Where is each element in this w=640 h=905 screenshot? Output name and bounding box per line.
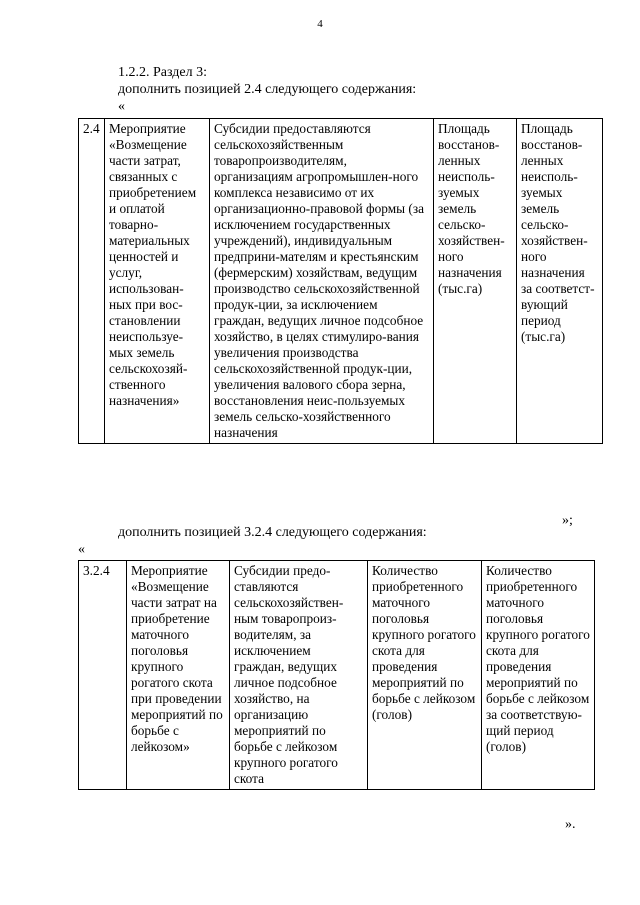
instruction-position-2-4: дополнить позицией 2.4 следующего содержания:: [118, 82, 417, 97]
page-number: 4: [317, 18, 323, 30]
table-row: [79, 119, 603, 444]
instruction-position-3-2-4: дополнить позицией 3.2.4 следующего содержания:: [118, 525, 427, 540]
cell-number: 3.2.4: [79, 561, 127, 790]
cell-indicator: Количество приобретенного маточного поголовья крупного рогатого скота для проведения мероприятий по борьбе с лейкозом (голов): [368, 561, 482, 790]
close-quote-2: ».: [565, 817, 576, 832]
table-position-3-2-4: [78, 560, 595, 790]
cell-description: Субсидии предоставляются сельскохозяйственным товаропроизводителям, организациям агропромышлен-ного комплекса независимо от их организационно-правовой формы (за исключением государственных учреждений), индивидуальным предприни-мателям и крестьянским (фермерским) хозяйствам, ведущим производство сельскохозяйственной продук-ции, за исключением граждан, ведущих личное подсобное хозяйство, в целях стимулиро-вания увеличения производства сельскохозяйственной продук-ции, увеличения валового сбора зерна, восстановления неис-пользуемых земель сельско-хозяйственного назначения: [210, 119, 434, 444]
cell-indicator-period: Количество приобретенного маточного поголовья крупного рогатого скота для проведения мероприятий по борьбе с лейкозом за соответствую-щий период (голов): [482, 561, 595, 790]
cell-indicator-period: Площадь восстанов-ленных неисполь-зуемых земель сельско-хозяйствен-ного назначения за соответст-вующий период (тыс.га): [517, 119, 603, 444]
cell-event: Мероприятие «Возмещение части затрат на приобретение маточного поголовья крупного рогатого скота при проведении мероприятий по борьбе с лейкозом»: [127, 561, 230, 790]
close-quote-1: »;: [562, 513, 573, 528]
cell-event: Мероприятие «Возмещение части затрат, связанных с приобретением и оплатой товарно-материальных ценностей и услуг, использован-ных при вос-становлении неиспользуе-мых земель сельскохозяй-ственного назначения»: [105, 119, 210, 444]
cell-indicator: Площадь восстанов-ленных неисполь-зуемых земель сельско-хозяйствен-ного назначения (тыс.га): [434, 119, 517, 444]
table-row: [79, 561, 595, 790]
cell-description: Субсидии предо-ставляются сельскохозяйствен-ным товаропроиз-водителям, за исключением граждан, ведущих личное подсобное хозяйство, на организацию мероприятий по борьбе с лейкозом крупного рогатого скота: [230, 561, 368, 790]
open-quote-2: «: [78, 542, 85, 557]
table-position-2-4: [78, 118, 603, 444]
cell-number: 2.4: [79, 119, 105, 444]
section-heading: 1.2.2. Раздел 3:: [118, 65, 207, 80]
open-quote-1: «: [118, 99, 125, 114]
